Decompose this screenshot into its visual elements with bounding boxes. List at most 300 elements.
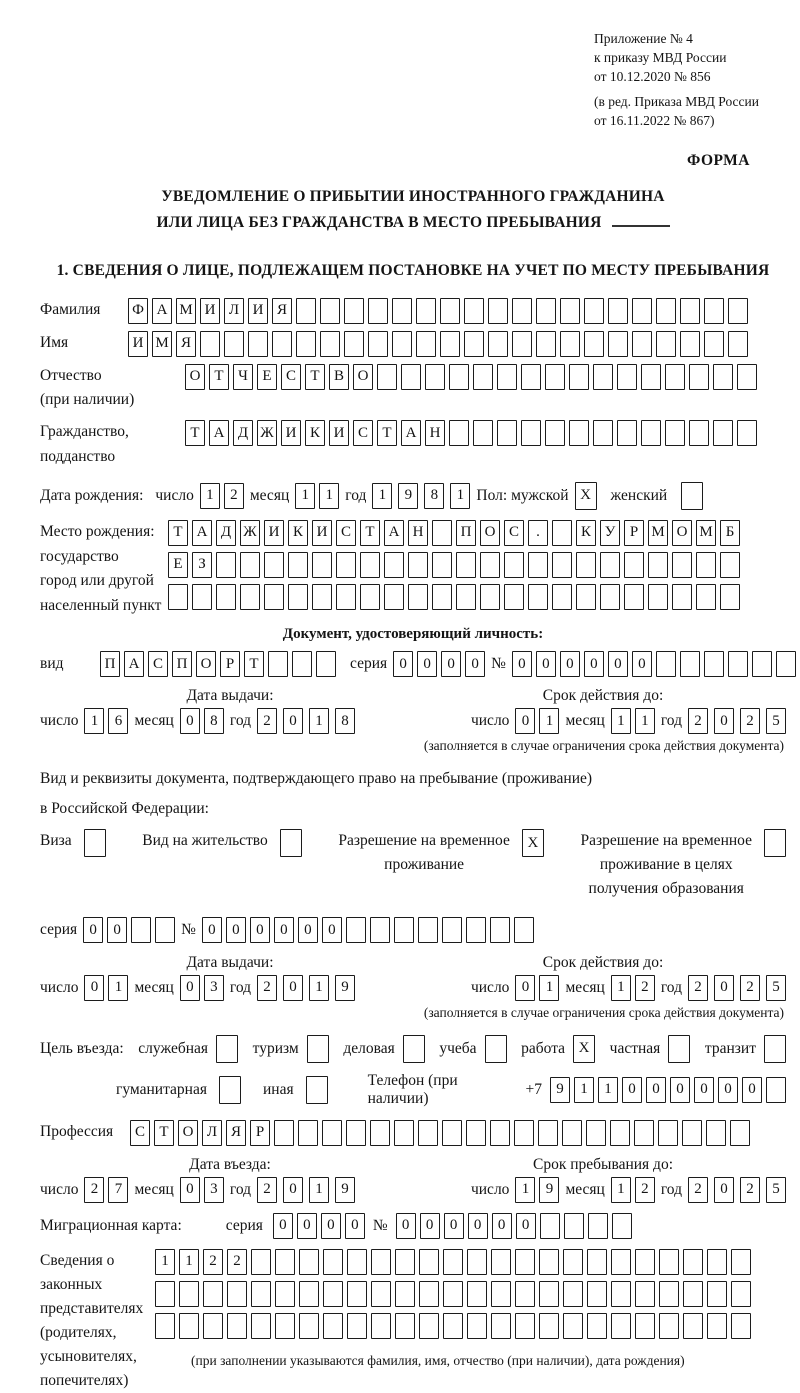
char-box[interactable]: 5 bbox=[766, 708, 786, 734]
char-box[interactable]: С bbox=[281, 364, 301, 390]
char-box[interactable] bbox=[395, 1313, 415, 1339]
char-box[interactable] bbox=[680, 651, 700, 677]
checkbox-humanitarian[interactable] bbox=[219, 1076, 241, 1104]
char-box[interactable]: 0 bbox=[417, 651, 437, 677]
char-box[interactable]: А bbox=[384, 520, 404, 546]
char-box[interactable]: Т bbox=[305, 364, 325, 390]
char-box[interactable] bbox=[288, 584, 308, 610]
char-box[interactable] bbox=[432, 552, 452, 578]
char-box[interactable] bbox=[473, 364, 493, 390]
char-box[interactable]: О bbox=[480, 520, 500, 546]
char-box[interactable]: 0 bbox=[283, 1177, 303, 1203]
char-box[interactable] bbox=[408, 584, 428, 610]
char-box[interactable]: 8 bbox=[204, 708, 224, 734]
char-box[interactable] bbox=[419, 1281, 439, 1307]
char-box[interactable] bbox=[240, 584, 260, 610]
char-box[interactable]: З bbox=[192, 552, 212, 578]
char-box[interactable] bbox=[665, 364, 685, 390]
char-box[interactable] bbox=[593, 420, 613, 446]
char-box[interactable]: 0 bbox=[515, 708, 535, 734]
char-box[interactable]: П bbox=[100, 651, 120, 677]
char-box[interactable]: 1 bbox=[450, 483, 470, 509]
char-box[interactable] bbox=[713, 364, 733, 390]
char-box[interactable]: 2 bbox=[203, 1249, 223, 1275]
char-box[interactable] bbox=[576, 552, 596, 578]
char-box[interactable]: 2 bbox=[257, 1177, 277, 1203]
char-box[interactable] bbox=[490, 1120, 510, 1146]
char-box[interactable] bbox=[312, 584, 332, 610]
char-box[interactable] bbox=[316, 651, 336, 677]
char-box[interactable]: 2 bbox=[635, 975, 655, 1001]
char-box[interactable] bbox=[521, 420, 541, 446]
char-box[interactable] bbox=[704, 298, 724, 324]
char-box[interactable]: 0 bbox=[393, 651, 413, 677]
char-box[interactable]: И bbox=[264, 520, 284, 546]
char-box[interactable] bbox=[368, 331, 388, 357]
char-box[interactable] bbox=[704, 331, 724, 357]
char-box[interactable] bbox=[323, 1249, 343, 1275]
char-box[interactable]: Л bbox=[202, 1120, 222, 1146]
char-box[interactable]: Ж bbox=[240, 520, 260, 546]
char-box[interactable] bbox=[521, 364, 541, 390]
char-box[interactable] bbox=[539, 1313, 559, 1339]
char-box[interactable]: А bbox=[152, 298, 172, 324]
char-box[interactable] bbox=[488, 298, 508, 324]
char-box[interactable] bbox=[624, 584, 644, 610]
char-box[interactable] bbox=[449, 420, 469, 446]
char-box[interactable]: 0 bbox=[742, 1077, 762, 1103]
char-box[interactable] bbox=[641, 420, 661, 446]
char-box[interactable] bbox=[552, 520, 572, 546]
char-box[interactable]: 0 bbox=[274, 917, 294, 943]
char-box[interactable] bbox=[370, 1120, 390, 1146]
char-box[interactable]: Р bbox=[250, 1120, 270, 1146]
char-box[interactable] bbox=[480, 584, 500, 610]
char-box[interactable]: 0 bbox=[180, 1177, 200, 1203]
char-box[interactable] bbox=[683, 1313, 703, 1339]
char-box[interactable]: М bbox=[152, 331, 172, 357]
char-box[interactable] bbox=[179, 1281, 199, 1307]
char-box[interactable] bbox=[299, 1313, 319, 1339]
char-box[interactable]: 9 bbox=[335, 1177, 355, 1203]
char-box[interactable] bbox=[491, 1249, 511, 1275]
char-box[interactable]: 0 bbox=[632, 651, 652, 677]
char-box[interactable] bbox=[416, 331, 436, 357]
char-box[interactable] bbox=[600, 552, 620, 578]
char-box[interactable] bbox=[442, 1120, 462, 1146]
char-box[interactable]: 7 bbox=[108, 1177, 128, 1203]
char-box[interactable] bbox=[395, 1249, 415, 1275]
char-box[interactable] bbox=[728, 331, 748, 357]
char-box[interactable]: 0 bbox=[465, 651, 485, 677]
char-box[interactable] bbox=[336, 552, 356, 578]
char-box[interactable]: Д bbox=[216, 520, 236, 546]
char-box[interactable]: Т bbox=[209, 364, 229, 390]
char-box[interactable]: 1 bbox=[108, 975, 128, 1001]
char-box[interactable]: 0 bbox=[515, 975, 535, 1001]
char-box[interactable]: 0 bbox=[536, 651, 556, 677]
char-box[interactable] bbox=[540, 1213, 560, 1239]
char-box[interactable]: П bbox=[456, 520, 476, 546]
char-box[interactable]: 1 bbox=[372, 483, 392, 509]
char-box[interactable] bbox=[440, 298, 460, 324]
char-box[interactable]: 0 bbox=[250, 917, 270, 943]
char-box[interactable]: 1 bbox=[635, 708, 655, 734]
char-box[interactable]: 1 bbox=[309, 708, 329, 734]
char-box[interactable]: 0 bbox=[180, 975, 200, 1001]
char-box[interactable] bbox=[731, 1249, 751, 1275]
char-box[interactable] bbox=[192, 584, 212, 610]
char-box[interactable] bbox=[155, 1313, 175, 1339]
char-box[interactable]: И bbox=[248, 298, 268, 324]
char-box[interactable]: 2 bbox=[257, 975, 277, 1001]
char-box[interactable]: 0 bbox=[396, 1213, 416, 1239]
char-box[interactable]: Б bbox=[720, 520, 740, 546]
char-box[interactable]: С bbox=[504, 520, 524, 546]
char-box[interactable]: 1 bbox=[295, 483, 315, 509]
char-box[interactable]: Р bbox=[624, 520, 644, 546]
char-box[interactable] bbox=[659, 1281, 679, 1307]
char-box[interactable] bbox=[707, 1281, 727, 1307]
char-box[interactable]: Р bbox=[220, 651, 240, 677]
char-box[interactable] bbox=[292, 651, 312, 677]
char-box[interactable]: 0 bbox=[441, 651, 461, 677]
char-box[interactable]: М bbox=[696, 520, 716, 546]
char-box[interactable] bbox=[683, 1249, 703, 1275]
char-box[interactable]: 2 bbox=[635, 1177, 655, 1203]
char-box[interactable] bbox=[665, 420, 685, 446]
char-box[interactable]: 2 bbox=[688, 708, 708, 734]
char-box[interactable]: И bbox=[281, 420, 301, 446]
char-box[interactable] bbox=[320, 331, 340, 357]
char-box[interactable] bbox=[648, 584, 668, 610]
char-box[interactable]: К bbox=[305, 420, 325, 446]
char-box[interactable]: И bbox=[128, 331, 148, 357]
char-box[interactable]: Д bbox=[233, 420, 253, 446]
char-box[interactable] bbox=[776, 651, 796, 677]
char-box[interactable] bbox=[608, 298, 628, 324]
char-box[interactable] bbox=[611, 1281, 631, 1307]
char-box[interactable] bbox=[323, 1313, 343, 1339]
char-box[interactable] bbox=[377, 364, 397, 390]
char-box[interactable]: А bbox=[401, 420, 421, 446]
char-box[interactable] bbox=[200, 331, 220, 357]
checkbox-edu-residence[interactable] bbox=[764, 829, 786, 857]
char-box[interactable] bbox=[392, 331, 412, 357]
char-box[interactable]: 2 bbox=[227, 1249, 247, 1275]
char-box[interactable] bbox=[752, 651, 772, 677]
char-box[interactable] bbox=[545, 420, 565, 446]
char-box[interactable]: 0 bbox=[345, 1213, 365, 1239]
char-box[interactable] bbox=[634, 1120, 654, 1146]
char-box[interactable] bbox=[442, 917, 462, 943]
char-box[interactable] bbox=[563, 1313, 583, 1339]
char-box[interactable] bbox=[251, 1249, 271, 1275]
char-box[interactable] bbox=[707, 1249, 727, 1275]
char-box[interactable] bbox=[275, 1313, 295, 1339]
char-box[interactable] bbox=[728, 298, 748, 324]
char-box[interactable] bbox=[737, 420, 757, 446]
char-box[interactable]: 1 bbox=[611, 708, 631, 734]
char-box[interactable]: К bbox=[288, 520, 308, 546]
char-box[interactable] bbox=[464, 331, 484, 357]
char-box[interactable] bbox=[497, 364, 517, 390]
char-box[interactable] bbox=[682, 1120, 702, 1146]
char-box[interactable] bbox=[560, 298, 580, 324]
char-box[interactable] bbox=[466, 1120, 486, 1146]
char-box[interactable] bbox=[347, 1281, 367, 1307]
char-box[interactable] bbox=[179, 1313, 199, 1339]
checkbox-other[interactable] bbox=[306, 1076, 328, 1104]
char-box[interactable] bbox=[491, 1281, 511, 1307]
char-box[interactable] bbox=[659, 1249, 679, 1275]
char-box[interactable]: 0 bbox=[84, 975, 104, 1001]
char-box[interactable] bbox=[336, 584, 356, 610]
char-box[interactable]: 1 bbox=[179, 1249, 199, 1275]
char-box[interactable] bbox=[569, 364, 589, 390]
char-box[interactable]: 0 bbox=[321, 1213, 341, 1239]
char-box[interactable]: 1 bbox=[515, 1177, 535, 1203]
char-box[interactable] bbox=[227, 1313, 247, 1339]
char-box[interactable] bbox=[552, 552, 572, 578]
char-box[interactable]: Ф bbox=[128, 298, 148, 324]
char-box[interactable]: 2 bbox=[84, 1177, 104, 1203]
char-box[interactable] bbox=[730, 1120, 750, 1146]
char-box[interactable]: 5 bbox=[766, 1177, 786, 1203]
char-box[interactable] bbox=[552, 584, 572, 610]
char-box[interactable] bbox=[641, 364, 661, 390]
char-box[interactable] bbox=[371, 1281, 391, 1307]
char-box[interactable]: 0 bbox=[298, 917, 318, 943]
char-box[interactable] bbox=[504, 552, 524, 578]
char-box[interactable]: И bbox=[312, 520, 332, 546]
char-box[interactable]: 0 bbox=[560, 651, 580, 677]
char-box[interactable] bbox=[274, 1120, 294, 1146]
char-box[interactable]: 0 bbox=[283, 708, 303, 734]
char-box[interactable] bbox=[168, 584, 188, 610]
char-box[interactable] bbox=[368, 298, 388, 324]
char-box[interactable] bbox=[203, 1313, 223, 1339]
char-box[interactable] bbox=[275, 1249, 295, 1275]
char-box[interactable] bbox=[131, 917, 151, 943]
char-box[interactable] bbox=[560, 331, 580, 357]
char-box[interactable] bbox=[608, 331, 628, 357]
char-box[interactable]: 0 bbox=[468, 1213, 488, 1239]
char-box[interactable]: Н bbox=[425, 420, 445, 446]
char-box[interactable] bbox=[611, 1249, 631, 1275]
char-box[interactable] bbox=[298, 1120, 318, 1146]
char-box[interactable]: Я bbox=[226, 1120, 246, 1146]
char-box[interactable] bbox=[731, 1281, 751, 1307]
char-box[interactable]: Т bbox=[360, 520, 380, 546]
char-box[interactable] bbox=[632, 298, 652, 324]
char-box[interactable] bbox=[416, 298, 436, 324]
char-box[interactable] bbox=[268, 651, 288, 677]
char-box[interactable]: 1 bbox=[611, 975, 631, 1001]
char-box[interactable] bbox=[569, 420, 589, 446]
char-box[interactable]: 0 bbox=[273, 1213, 293, 1239]
char-box[interactable] bbox=[384, 552, 404, 578]
char-box[interactable]: 0 bbox=[718, 1077, 738, 1103]
char-box[interactable]: 8 bbox=[335, 708, 355, 734]
char-box[interactable] bbox=[658, 1120, 678, 1146]
char-box[interactable]: 1 bbox=[84, 708, 104, 734]
char-box[interactable] bbox=[720, 552, 740, 578]
char-box[interactable] bbox=[512, 331, 532, 357]
char-box[interactable] bbox=[512, 298, 532, 324]
char-box[interactable] bbox=[689, 364, 709, 390]
char-box[interactable]: Т bbox=[185, 420, 205, 446]
char-box[interactable] bbox=[443, 1281, 463, 1307]
char-box[interactable]: Е bbox=[168, 552, 188, 578]
char-box[interactable]: Н bbox=[408, 520, 428, 546]
char-box[interactable]: 2 bbox=[740, 708, 760, 734]
char-box[interactable] bbox=[299, 1281, 319, 1307]
char-box[interactable]: И bbox=[200, 298, 220, 324]
char-box[interactable] bbox=[240, 552, 260, 578]
char-box[interactable] bbox=[610, 1120, 630, 1146]
char-box[interactable] bbox=[539, 1281, 559, 1307]
char-box[interactable] bbox=[497, 420, 517, 446]
char-box[interactable] bbox=[360, 584, 380, 610]
char-box[interactable] bbox=[672, 552, 692, 578]
char-box[interactable] bbox=[443, 1313, 463, 1339]
char-box[interactable]: 0 bbox=[646, 1077, 666, 1103]
char-box[interactable]: Ж bbox=[257, 420, 277, 446]
char-box[interactable] bbox=[155, 917, 175, 943]
char-box[interactable] bbox=[440, 331, 460, 357]
char-box[interactable]: А bbox=[209, 420, 229, 446]
char-box[interactable] bbox=[480, 552, 500, 578]
char-box[interactable]: С bbox=[130, 1120, 150, 1146]
checkbox-business[interactable] bbox=[403, 1035, 425, 1063]
char-box[interactable] bbox=[155, 1281, 175, 1307]
char-box[interactable] bbox=[635, 1281, 655, 1307]
char-box[interactable]: 0 bbox=[444, 1213, 464, 1239]
char-box[interactable] bbox=[456, 552, 476, 578]
char-box[interactable] bbox=[528, 552, 548, 578]
char-box[interactable] bbox=[370, 917, 390, 943]
char-box[interactable]: Т bbox=[244, 651, 264, 677]
char-box[interactable] bbox=[612, 1213, 632, 1239]
char-box[interactable] bbox=[515, 1249, 535, 1275]
char-box[interactable]: . bbox=[528, 520, 548, 546]
char-box[interactable]: 1 bbox=[309, 1177, 329, 1203]
char-box[interactable]: О bbox=[672, 520, 692, 546]
char-box[interactable] bbox=[564, 1213, 584, 1239]
char-box[interactable]: 0 bbox=[622, 1077, 642, 1103]
char-box[interactable]: А bbox=[192, 520, 212, 546]
char-box[interactable]: 2 bbox=[688, 1177, 708, 1203]
checkbox-visa[interactable] bbox=[84, 829, 106, 857]
char-box[interactable]: 0 bbox=[180, 708, 200, 734]
char-box[interactable] bbox=[539, 1249, 559, 1275]
char-box[interactable]: У bbox=[600, 520, 620, 546]
char-box[interactable] bbox=[346, 917, 366, 943]
char-box[interactable]: 1 bbox=[319, 483, 339, 509]
char-box[interactable] bbox=[600, 584, 620, 610]
char-box[interactable] bbox=[635, 1313, 655, 1339]
char-box[interactable]: Т bbox=[377, 420, 397, 446]
char-box[interactable] bbox=[538, 1120, 558, 1146]
char-box[interactable] bbox=[371, 1313, 391, 1339]
char-box[interactable]: 1 bbox=[539, 975, 559, 1001]
char-box[interactable] bbox=[203, 1281, 223, 1307]
char-box[interactable]: 0 bbox=[608, 651, 628, 677]
char-box[interactable] bbox=[288, 552, 308, 578]
char-box[interactable] bbox=[272, 331, 292, 357]
char-box[interactable] bbox=[584, 331, 604, 357]
char-box[interactable]: А bbox=[124, 651, 144, 677]
char-box[interactable] bbox=[347, 1313, 367, 1339]
char-box[interactable] bbox=[586, 1120, 606, 1146]
char-box[interactable]: Я bbox=[272, 298, 292, 324]
char-box[interactable]: 0 bbox=[516, 1213, 536, 1239]
char-box[interactable] bbox=[515, 1281, 535, 1307]
char-box[interactable] bbox=[346, 1120, 366, 1146]
char-box[interactable] bbox=[696, 584, 716, 610]
char-box[interactable] bbox=[728, 651, 748, 677]
char-box[interactable] bbox=[584, 298, 604, 324]
char-box[interactable]: 2 bbox=[224, 483, 244, 509]
char-box[interactable]: Е bbox=[257, 364, 277, 390]
char-box[interactable] bbox=[536, 298, 556, 324]
char-box[interactable]: С bbox=[148, 651, 168, 677]
char-box[interactable] bbox=[401, 364, 421, 390]
char-box[interactable] bbox=[593, 364, 613, 390]
char-box[interactable] bbox=[312, 552, 332, 578]
char-box[interactable]: К bbox=[576, 520, 596, 546]
char-box[interactable] bbox=[562, 1120, 582, 1146]
checkbox-private[interactable] bbox=[668, 1035, 690, 1063]
char-box[interactable]: 0 bbox=[714, 975, 734, 1001]
char-box[interactable] bbox=[766, 1077, 786, 1103]
char-box[interactable] bbox=[490, 917, 510, 943]
char-box[interactable] bbox=[320, 298, 340, 324]
char-box[interactable] bbox=[706, 1120, 726, 1146]
char-box[interactable]: 0 bbox=[584, 651, 604, 677]
char-box[interactable] bbox=[528, 584, 548, 610]
char-box[interactable] bbox=[515, 1313, 535, 1339]
char-box[interactable]: 1 bbox=[574, 1077, 594, 1103]
char-box[interactable] bbox=[224, 331, 244, 357]
char-box[interactable]: 0 bbox=[512, 651, 532, 677]
char-box[interactable]: 0 bbox=[492, 1213, 512, 1239]
char-box[interactable] bbox=[392, 298, 412, 324]
checkbox-tourism[interactable] bbox=[307, 1035, 329, 1063]
char-box[interactable] bbox=[251, 1281, 271, 1307]
char-box[interactable] bbox=[731, 1313, 751, 1339]
char-box[interactable]: 0 bbox=[107, 917, 127, 943]
char-box[interactable] bbox=[536, 331, 556, 357]
char-box[interactable] bbox=[384, 584, 404, 610]
char-box[interactable] bbox=[264, 552, 284, 578]
char-box[interactable]: М bbox=[648, 520, 668, 546]
char-box[interactable] bbox=[587, 1313, 607, 1339]
char-box[interactable] bbox=[680, 298, 700, 324]
char-box[interactable] bbox=[588, 1213, 608, 1239]
char-box[interactable] bbox=[587, 1249, 607, 1275]
char-box[interactable] bbox=[216, 552, 236, 578]
char-box[interactable] bbox=[563, 1281, 583, 1307]
char-box[interactable] bbox=[617, 364, 637, 390]
char-box[interactable] bbox=[371, 1249, 391, 1275]
char-box[interactable] bbox=[563, 1249, 583, 1275]
char-box[interactable]: 2 bbox=[740, 1177, 760, 1203]
char-box[interactable] bbox=[418, 1120, 438, 1146]
char-box[interactable] bbox=[689, 420, 709, 446]
char-box[interactable] bbox=[449, 364, 469, 390]
